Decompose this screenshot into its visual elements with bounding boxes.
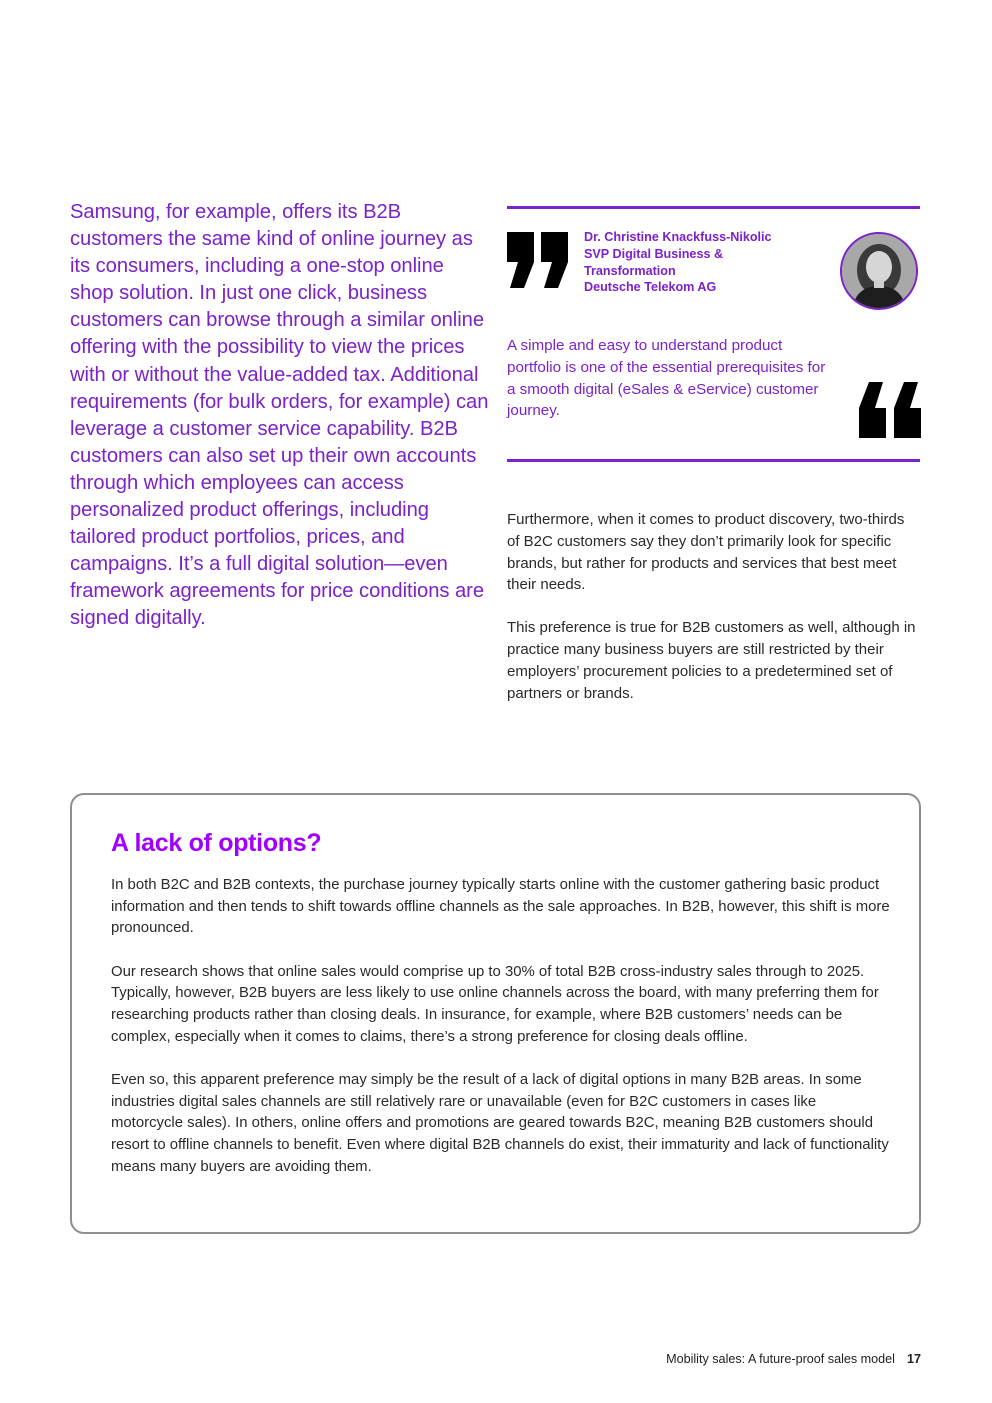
quote-attribution: [584, 229, 819, 296]
right-column-text: [507, 509, 917, 725]
lead-paragraph: Samsung, for example, offers its B2B customers the same kind of online journey as its consumers, including a one-stop online shop solution. In just one click, business customers can browse through a similar online offering with the possibility to view the prices with or without the value-added tax. Additional requirements (for bulk orders, for example) can leverage a customer service capability. B2B customers can also set up their own accounts through which employees can access personalized product offerings, including tailored product portfolios, prices, and campaigns. It’s a full digital solution—even framework agreements for price conditions are signed digitally.: [70, 201, 489, 630]
quote-close-icon: [507, 232, 569, 288]
footer-title: Mobility sales: A future-proof sales model: [666, 1352, 895, 1366]
quote-top-rule: [507, 206, 920, 209]
speaker-name: Dr. Christine Knackfuss-Nikolic: [584, 230, 772, 244]
speaker-title-line1: SVP Digital Business &: [584, 246, 724, 261]
speaker-avatar: [840, 232, 918, 310]
panel-paragraph-2: Our research shows that online sales would comprise up to 30% of total B2B cross-industry sales through to 2025. Typically, however, B2B buyers are less likely to use online channels across the board, with many preferring them for researching products rather than closing deals. In insurance, for example, where B2B customers’ needs can be complex, especially when it comes to claims, there’s a strong preference for closing deals offline.: [111, 963, 879, 1045]
page-number: 17: [906, 1352, 921, 1366]
panel-paragraph-3: Even so, this apparent preference may simply be the result of a lack of digital options in many B2B areas. In some industries digital sales channels are still relatively rare or unavailable (even for B2C customers in cases like motorcycle sales). In others, online offers and promotions are geared towards B2C, meaning B2B customers should resort to offline channels to benefit. Even where digital B2B channels do exist, their immaturity and lack of functionality means many buyers are avoiding them.: [111, 1071, 889, 1175]
right-paragraph-2: This preference is true for B2B customers as well, although in practice many business buyers are still restricted by their employers’ procurement policies to a predetermined set of partners or brands.: [507, 619, 916, 702]
right-paragraph-1: Furthermore, when it comes to product discovery, two-thirds of B2C customers say they don’t primarily look for specific brands, but rather for products and services that best meet their needs.: [507, 511, 905, 594]
panel-paragraph-1: In both B2C and B2B contexts, the purchase journey typically starts online with the customer gathering basic product information and then tends to shift towards offline channels as the sale approaches. In B2B, however, this shift is more pronounced.: [111, 877, 890, 937]
quote-text: A simple and easy to understand product portfolio is one of the essential prerequisites for a smooth digital (eSales & eService) customer journey.: [507, 337, 826, 420]
pull-quote: [507, 206, 920, 464]
speaker-title-line2: Transformation: [584, 263, 676, 278]
speaker-company: Deutsche Telekom AG: [584, 280, 717, 295]
panel-heading: A lack of options?: [111, 829, 322, 857]
page-footer: [666, 1352, 921, 1366]
quote-bottom-rule: [507, 459, 920, 462]
panel-body: [111, 875, 891, 1200]
quote-open-icon: [859, 382, 922, 438]
options-panel: [70, 793, 921, 1234]
